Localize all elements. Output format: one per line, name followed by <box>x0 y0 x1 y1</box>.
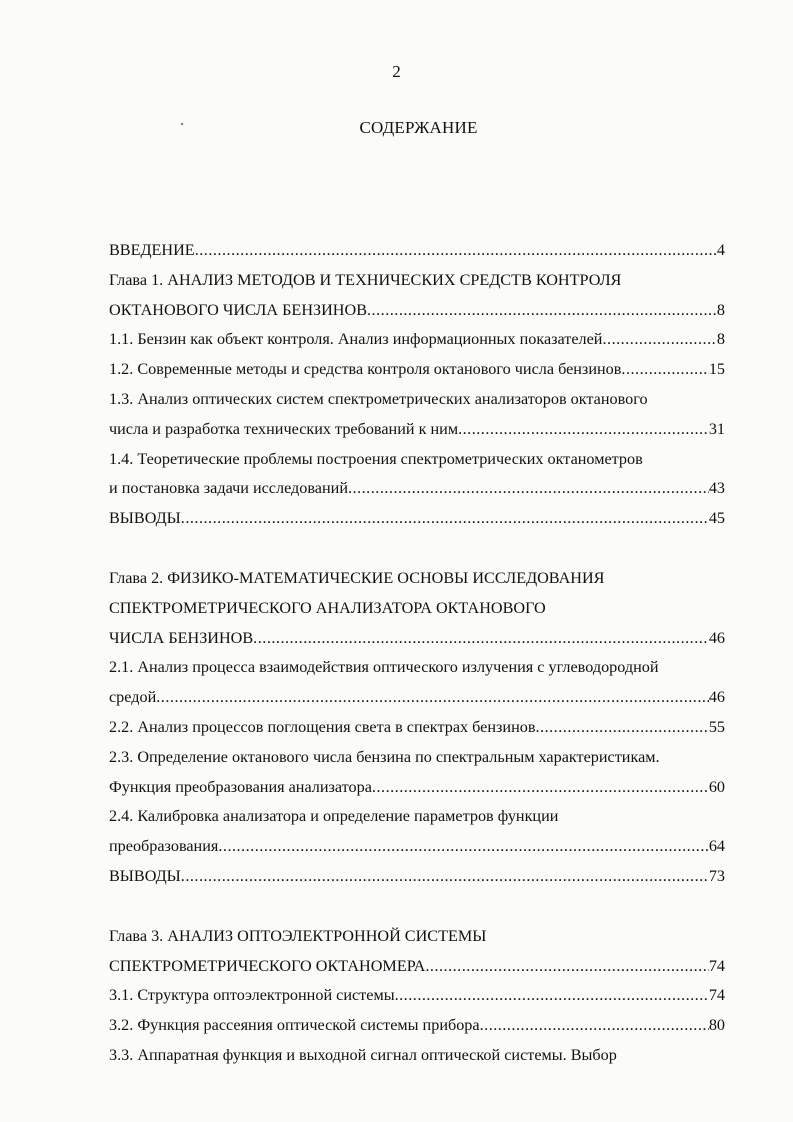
toc-entry-text: ОКТАНОВОГО ЧИСЛА БЕНЗИНОВ <box>109 300 367 319</box>
section-gap <box>109 534 725 564</box>
toc-page-number: 8 <box>716 330 725 349</box>
toc-entry <box>109 981 725 1011</box>
toc-entry <box>109 296 725 326</box>
leader-dots <box>372 773 709 803</box>
toc-entry-text: Функция преобразования анализатора <box>109 777 372 796</box>
toc-entry-text: 2.3. Определение октанового числа бензина по спектральным характеристикам. <box>109 747 660 766</box>
toc-entry <box>109 385 725 415</box>
toc-page-number: 74 <box>708 956 725 975</box>
section-gap <box>109 892 725 922</box>
leader-dots <box>195 236 717 266</box>
toc-entry <box>109 802 725 832</box>
leader-dots <box>218 832 708 862</box>
leader-dots <box>348 474 709 504</box>
toc-entry-text: 1.4. Теоретические проблемы построения спектрометрических октанометров <box>109 449 643 468</box>
table-of-contents <box>109 236 725 1071</box>
toc-entry <box>109 922 725 952</box>
toc-entry <box>109 325 725 355</box>
leader-dots <box>181 862 709 892</box>
toc-entry <box>109 504 725 534</box>
toc-entry-text: ВЫВОДЫ <box>109 866 181 885</box>
toc-entry-text: ЧИСЛА БЕНЗИНОВ <box>109 628 254 647</box>
toc-entry <box>109 653 725 683</box>
toc-entry-text: 3.2. Функция рассеяния оптической системы прибора <box>109 1016 480 1035</box>
toc-entry-text: преобразования <box>109 837 219 856</box>
toc-entry-text: 3.1. Структура оптоэлектронной системы <box>109 986 395 1005</box>
toc-entry <box>109 1041 725 1071</box>
toc-page-number: 43 <box>708 479 725 498</box>
toc-entry <box>109 445 725 475</box>
leader-dots <box>181 504 709 534</box>
toc-entry <box>109 832 725 862</box>
toc-page-number: 45 <box>708 509 725 528</box>
toc-page-number: 46 <box>708 688 725 707</box>
leader-dots <box>458 415 709 445</box>
toc-entry-text: 1.2. Современные методы и средства контроля октанового числа бензинов <box>109 360 622 379</box>
toc-entry <box>109 594 725 624</box>
toc-page-number: 46 <box>708 628 725 647</box>
toc-entry <box>109 355 725 385</box>
page-number: 2 <box>392 62 401 81</box>
toc-entry <box>109 952 725 982</box>
toc-entry-text: и постановка задачи исследований <box>109 479 348 498</box>
toc-entry <box>109 743 725 773</box>
toc-entry-text: Глава 3. АНАЛИЗ ОПТОЭЛЕКТРОННОЙ СИСТЕМЫ <box>109 926 487 945</box>
page-title: СОДЕРЖАНИЕ <box>359 118 478 137</box>
leader-dots <box>156 683 709 713</box>
toc-entry <box>109 624 725 654</box>
toc-page-number: 73 <box>708 866 725 885</box>
toc-entry <box>109 862 725 892</box>
toc-entry-text: СПЕКТРОМЕТРИЧЕСКОГО ОКТАНОМЕРА <box>109 956 426 975</box>
toc-page-number: 4 <box>716 241 725 259</box>
toc-entry-text: СПЕКТРОМЕТРИЧЕСКОГО АНАЛИЗАТОРА ОКТАНОВОГО <box>109 598 546 617</box>
toc-entry <box>109 266 725 296</box>
leader-dots <box>621 355 708 385</box>
toc-entry-text: 2.1. Анализ процесса взаимодействия оптического излучения с углеводородной <box>109 658 659 677</box>
toc-page-number: 8 <box>716 300 725 319</box>
leader-dots <box>367 296 717 326</box>
toc-entry-text: Глава 2. ФИЗИКО-МАТЕМАТИЧЕСКИЕ ОСНОВЫ ИССЛЕДОВАНИЯ <box>109 568 605 587</box>
toc-page-number: 31 <box>708 419 725 438</box>
toc-page-number: 60 <box>708 777 725 796</box>
toc-entry <box>109 1011 725 1041</box>
toc-page-number: 80 <box>708 1016 725 1035</box>
toc-entry-text: ВВЕДЕНИЕ <box>109 241 195 259</box>
leader-dots <box>535 713 708 743</box>
leader-dots <box>480 1011 709 1041</box>
toc-entry <box>109 713 725 743</box>
leader-dots <box>425 952 708 982</box>
toc-entry-text: 1.3. Анализ оптических систем спектрометрических анализаторов октанового <box>109 389 648 408</box>
toc-entry <box>109 236 725 266</box>
leader-dots <box>395 981 709 1011</box>
toc-page-number: 64 <box>708 837 725 856</box>
toc-entry-text: 3.3. Аппаратная функция и выходной сигнал оптической системы. Выбор <box>109 1045 617 1064</box>
toc-page-number: 55 <box>708 717 725 736</box>
leader-dots <box>253 624 709 654</box>
toc-entry-text: Глава 1. АНАЛИЗ МЕТОДОВ И ТЕХНИЧЕСКИХ СРЕДСТВ КОНТРОЛЯ <box>109 270 622 289</box>
toc-entry-text: числа и разработка технических требований к ним <box>109 419 459 438</box>
toc-entry-text: ВЫВОДЫ <box>109 509 181 528</box>
toc-page-number: 74 <box>708 986 725 1005</box>
toc-entry-text: 2.4. Калибровка анализатора и определение параметров функции <box>109 807 559 826</box>
toc-entry <box>109 773 725 803</box>
toc-entry <box>109 415 725 445</box>
leader-dots <box>602 325 716 355</box>
toc-entry-text: 2.2. Анализ процессов поглощения света в спектрах бензинов <box>109 717 536 736</box>
toc-page-number: 15 <box>708 360 725 379</box>
toc-entry <box>109 683 725 713</box>
toc-entry <box>109 474 725 504</box>
toc-entry-text: средой <box>109 688 157 707</box>
toc-entry <box>109 564 725 594</box>
toc-entry-text: 1.1. Бензин как объект контроля. Анализ информационных показателей <box>109 330 603 349</box>
